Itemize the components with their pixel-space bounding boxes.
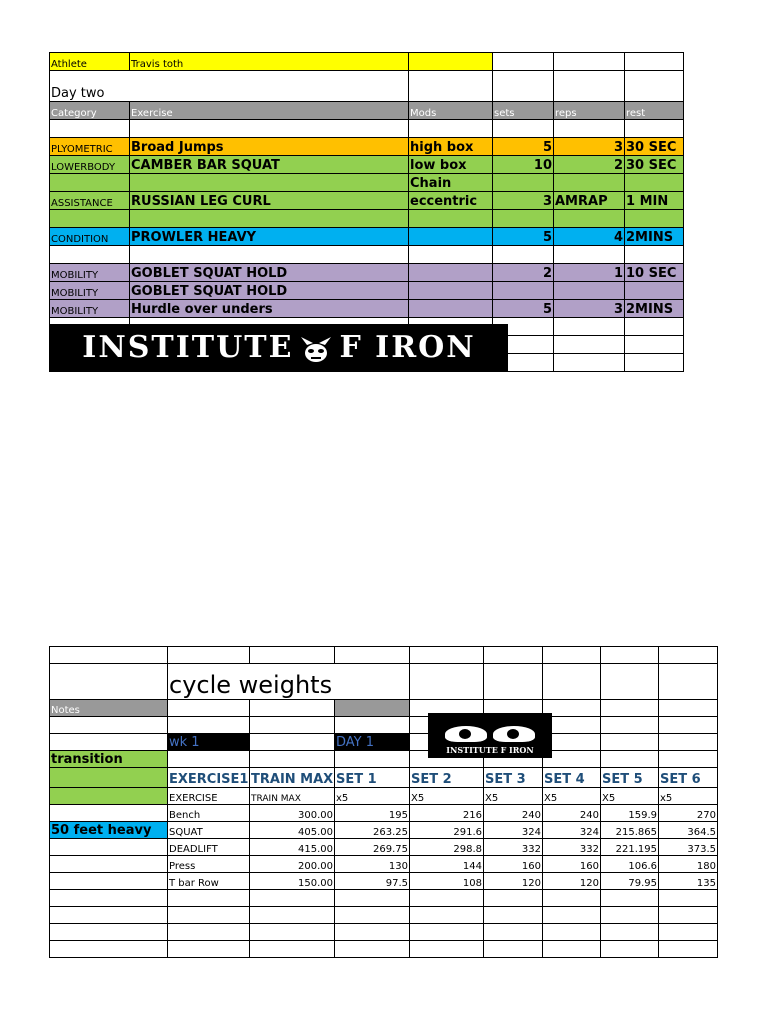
sets-cell[interactable] (493, 282, 554, 300)
notes-label[interactable]: Notes (50, 700, 168, 717)
exercise-row (50, 282, 684, 300)
set-cell[interactable]: 97.5 (335, 873, 410, 890)
set-cell[interactable]: 324 (484, 822, 543, 839)
reps-cell[interactable]: 4 (554, 228, 625, 246)
mods-cell[interactable]: low box (409, 156, 493, 174)
exercise-row (50, 156, 684, 174)
sets-cell[interactable]: 10 (493, 156, 554, 174)
set-cell[interactable]: 240 (543, 805, 601, 822)
cycle-weights-table (49, 646, 718, 958)
exercise-cell[interactable]: SQUAT (168, 822, 250, 839)
exercise-cell[interactable]: T bar Row (168, 873, 250, 890)
sets-cell[interactable]: 5 (493, 300, 554, 318)
header-mods[interactable]: Mods (409, 102, 493, 120)
set-cell[interactable]: 332 (484, 839, 543, 856)
weights-row (50, 805, 718, 822)
logo-text-right: F IRON (339, 330, 476, 365)
category-cell[interactable]: CONDITION (50, 228, 130, 246)
eyes-icon (445, 726, 535, 742)
set-cell[interactable]: 221.195 (601, 839, 659, 856)
set-cell[interactable]: 108 (410, 873, 484, 890)
set-cell[interactable]: 240 (484, 805, 543, 822)
set-cell[interactable]: 160 (484, 856, 543, 873)
header-train-max[interactable]: TRAIN MAX (250, 768, 335, 788)
athlete-row (50, 53, 684, 71)
athlete-name[interactable]: Travis toth (130, 53, 409, 71)
weights-row (50, 873, 718, 890)
max-cell[interactable]: 405.00 (250, 822, 335, 839)
subheader-cell[interactable]: X5 (543, 788, 601, 805)
rest-cell[interactable]: 10 SEC (625, 264, 684, 282)
weights-row (50, 822, 718, 839)
subheader-cell[interactable]: TRAIN MAX (250, 788, 335, 805)
reps-cell[interactable]: 3 (554, 138, 625, 156)
header-set-5[interactable]: SET 5 (601, 768, 659, 788)
sets-cell[interactable]: 2 (493, 264, 554, 282)
header-set-6[interactable]: SET 6 (659, 768, 718, 788)
sheet-title[interactable]: cycle weights (168, 664, 410, 700)
header-category[interactable]: Category (50, 102, 130, 120)
set-cell[interactable]: 159.9 (601, 805, 659, 822)
mods-cell[interactable] (409, 228, 493, 246)
subheader-cell[interactable]: x5 (659, 788, 718, 805)
max-cell[interactable]: 200.00 (250, 856, 335, 873)
subheader-cell[interactable]: X5 (601, 788, 659, 805)
set-cell[interactable]: 160 (543, 856, 601, 873)
header-set-4[interactable]: SET 4 (543, 768, 601, 788)
header-set-2[interactable]: SET 2 (410, 768, 484, 788)
set-cell[interactable]: 332 (543, 839, 601, 856)
reps-cell[interactable]: 3 (554, 300, 625, 318)
mods-cell[interactable]: eccentric (409, 192, 493, 210)
reps-cell[interactable] (554, 282, 625, 300)
mods-cell[interactable] (409, 282, 493, 300)
weights-row (50, 856, 718, 873)
header-set-1[interactable]: SET 1 (335, 768, 410, 788)
institute-of-iron-logo (50, 324, 508, 371)
category-cell[interactable]: MOBILITY (50, 264, 130, 282)
week-label[interactable]: wk 1 (168, 734, 250, 751)
exercise-row (50, 264, 684, 282)
rest-cell[interactable] (625, 282, 684, 300)
mods-cell[interactable] (409, 300, 493, 318)
header-reps[interactable]: reps (554, 102, 625, 120)
category-cell[interactable]: LOWERBODY (50, 156, 130, 174)
exercise-row (50, 138, 684, 156)
sets-cell[interactable] (493, 174, 554, 192)
weights-header-row (50, 768, 718, 788)
set-cell[interactable]: 269.75 (335, 839, 410, 856)
blank-row (50, 246, 684, 264)
set-cell[interactable]: 144 (410, 856, 484, 873)
set-cell[interactable]: 130 (335, 856, 410, 873)
small-logo-text: INSTITUTE F IRON (446, 745, 534, 755)
mods-cell[interactable]: Chain (409, 174, 493, 192)
header-set-3[interactable]: SET 3 (484, 768, 543, 788)
set-cell[interactable]: 195 (335, 805, 410, 822)
set-cell[interactable]: 364.5 (659, 822, 718, 839)
header-exercise[interactable]: Exercise (130, 102, 409, 120)
max-cell[interactable]: 300.00 (250, 805, 335, 822)
header-exercise[interactable]: EXERCISE1 (168, 768, 250, 788)
day-row (50, 71, 684, 102)
header-rest[interactable]: rest (625, 102, 684, 120)
set-cell[interactable]: 135 (659, 873, 718, 890)
rest-cell[interactable]: 30 SEC (625, 138, 684, 156)
reps-cell[interactable]: AMRAP (554, 192, 625, 210)
rest-cell[interactable]: 1 MIN (625, 192, 684, 210)
rest-cell[interactable] (625, 174, 684, 192)
category-cell[interactable]: PLYOMETRIC (50, 138, 130, 156)
set-cell[interactable]: 120 (484, 873, 543, 890)
reps-cell[interactable] (554, 174, 625, 192)
category-cell[interactable]: MOBILITY (50, 282, 130, 300)
set-cell[interactable]: 180 (659, 856, 718, 873)
exercise-cell[interactable]: Press (168, 856, 250, 873)
weights-subheader-row (50, 788, 718, 805)
exercise-cell[interactable]: GOBLET SQUAT HOLD (130, 282, 409, 300)
mods-cell[interactable]: high box (409, 138, 493, 156)
day-label[interactable]: DAY 1 (335, 734, 410, 751)
exercise-cell[interactable]: PROWLER HEAVY (130, 228, 409, 246)
set-cell[interactable]: 216 (410, 805, 484, 822)
set-cell[interactable]: 106.6 (601, 856, 659, 873)
exercise-row (50, 174, 684, 192)
subheader-cell[interactable]: X5 (484, 788, 543, 805)
exercise-row (50, 192, 684, 210)
gorilla-icon (299, 333, 333, 363)
exercise-cell[interactable] (130, 174, 409, 192)
reps-cell[interactable]: 1 (554, 264, 625, 282)
day-title[interactable]: Day two (50, 71, 409, 102)
mods-cell[interactable] (409, 264, 493, 282)
header-row (50, 102, 684, 120)
reps-cell[interactable]: 2 (554, 156, 625, 174)
exercise-cell[interactable]: RUSSIAN LEG CURL (130, 192, 409, 210)
exercise-cell[interactable]: GOBLET SQUAT HOLD (130, 264, 409, 282)
exercise-cell[interactable]: CAMBER BAR SQUAT (130, 156, 409, 174)
exercise-cell[interactable]: Broad Jumps (130, 138, 409, 156)
blank-row (50, 120, 684, 138)
exercise-cell[interactable]: DEADLIFT (168, 839, 250, 856)
exercise-cell[interactable]: Hurdle over unders (130, 300, 409, 318)
rest-cell[interactable]: 30 SEC (625, 156, 684, 174)
weights-row (50, 839, 718, 856)
set-cell[interactable]: 373.5 (659, 839, 718, 856)
transition-label[interactable]: transition (50, 751, 168, 768)
category-cell[interactable]: MOBILITY (50, 300, 130, 318)
max-cell[interactable]: 415.00 (250, 839, 335, 856)
sets-cell[interactable]: 3 (493, 192, 554, 210)
set-cell[interactable]: 270 (659, 805, 718, 822)
blank-row (50, 210, 684, 228)
set-cell[interactable]: 298.8 (410, 839, 484, 856)
sets-cell[interactable]: 5 (493, 138, 554, 156)
rest-cell[interactable]: 2MINS (625, 228, 684, 246)
header-sets[interactable]: sets (493, 102, 554, 120)
rest-cell[interactable]: 2MINS (625, 300, 684, 318)
subheader-cell[interactable]: EXERCISE (168, 788, 250, 805)
max-cell[interactable]: 150.00 (250, 873, 335, 890)
set-cell[interactable]: 263.25 (335, 822, 410, 839)
athlete-label[interactable]: Athlete (50, 53, 130, 71)
set-cell[interactable]: 79.95 (601, 873, 659, 890)
set-cell[interactable]: 324 (543, 822, 601, 839)
set-cell[interactable]: 291.6 (410, 822, 484, 839)
category-cell[interactable]: ASSISTANCE (50, 192, 130, 210)
set-cell[interactable]: 120 (543, 873, 601, 890)
institute-of-iron-small-logo (428, 713, 552, 758)
subheader-cell[interactable]: X5 (410, 788, 484, 805)
set-cell[interactable]: 215.865 (601, 822, 659, 839)
sets-cell[interactable]: 5 (493, 228, 554, 246)
exercise-cell[interactable]: Bench (168, 805, 250, 822)
subheader-cell[interactable]: x5 (335, 788, 410, 805)
exercise-row (50, 300, 684, 318)
logo-text-left: INSTITUTE (82, 330, 294, 365)
exercise-row (50, 228, 684, 246)
category-cell[interactable] (50, 174, 130, 192)
side-label[interactable]: 50 feet heavy (50, 822, 168, 839)
